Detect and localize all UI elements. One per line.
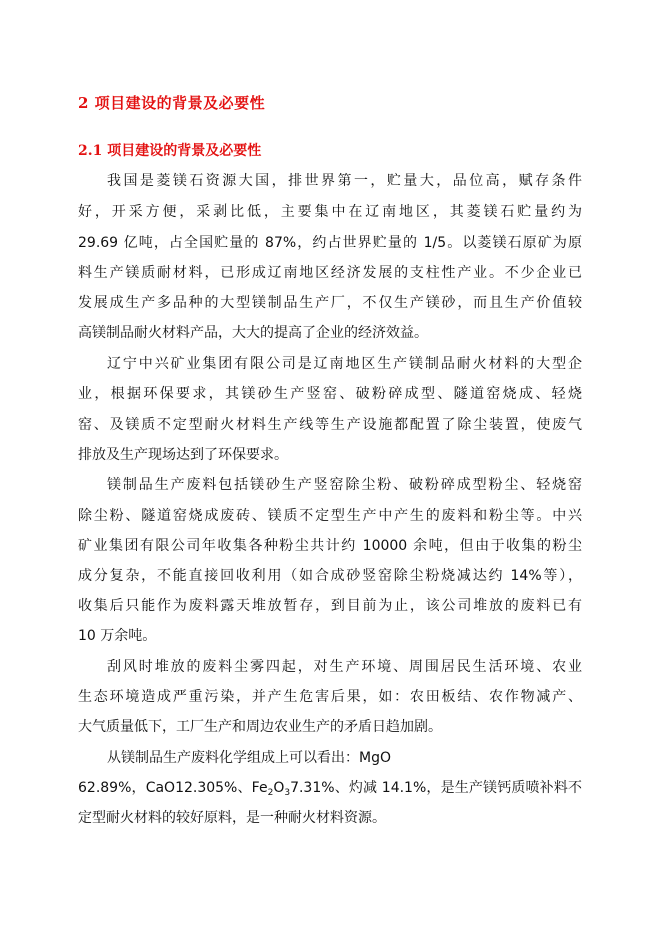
paragraph-2-line-2: 业，根据环保要求，其镁砂生产竖窑、破粉碎成型、隧道窑烧成、轻烧 (78, 386, 582, 402)
paragraph-5-line-2 (78, 779, 582, 797)
paragraph-3-line-6: 10 万余吨。 (78, 628, 157, 644)
paragraph-5-line-3: 定型耐火材料的较好原料，是一种耐火材料资源。 (78, 810, 386, 826)
composition-part-a: 62.89%，CaO12.305%、Fe (78, 780, 268, 796)
paragraph-1-line-3: 29.69 亿吨，占全国贮量的 87%，约占世界贮量的 1/5。以菱镁石原矿为原 (78, 235, 582, 251)
paragraph-3-line-4: 成分复杂，不能直接回收利用（如合成砂竖窑除尘粉烧减达约 14%等）， (78, 568, 582, 584)
paragraph-2-line-3: 窑、及镁质不定型耐火材料生产线等生产设施都配置了除尘装置，使废气 (78, 417, 582, 433)
paragraph-4-line-2: 生态环境造成严重污染，并产生危害后果，如：农田板结、农作物减产、 (78, 689, 582, 705)
paragraph-1-line-5: 发展成生产多品种的大型镁制品生产厂，不仅生产镁砂，而且生产价值较 (78, 295, 582, 311)
paragraph-4-line-3: 大气质量低下，工厂生产和周边农业生产的矛盾日趋加剧。 (78, 719, 442, 735)
paragraph-3-line-3: 矿业集团有限公司年收集各种粉尘共计约 10000 余吨，但由于收集的粉尘 (78, 538, 582, 554)
oxygen-symbol: O (273, 780, 285, 796)
paragraph-1-line-1: 我国是菱镁石资源大国，排世界第一，贮量大，品位高，赋存条件 (107, 173, 582, 189)
paragraph-4-line-1: 刮风时堆放的废料尘雾四起，对生产环境、周围居民生活环境、农业 (107, 659, 582, 675)
subsection-heading: 2.1 项目建设的背景及必要性 (78, 143, 262, 159)
paragraph-5-line-1: 从镁制品生产废料化学组成上可以看出：MgO (107, 750, 391, 766)
paragraph-3-line-5: 收集后只能作为废料露天堆放暂存，到目前为止，该公司堆放的废料已有 (78, 598, 582, 614)
paragraph-3-line-1: 镁制品生产废料包括镁砂生产竖窑除尘粉、破粉碎成型粉尘、轻烧窑 (107, 477, 582, 493)
paragraph-1-line-4: 料生产镁质耐材料，已形成辽南地区经济发展的支柱性产业。不少企业已 (78, 265, 582, 281)
composition-part-b: 7.31%、灼减 14.1%，是生产镁钙质喷补料不 (290, 780, 582, 796)
subscript-2: 2 (267, 788, 274, 798)
paragraph-1-line-6: 高镁制品耐火材料产品，大大的提高了企业的经济效益。 (78, 325, 428, 341)
paragraph-2-line-1: 辽宁中兴矿业集团有限公司是辽南地区生产镁制品耐火材料的大型企 (107, 356, 582, 372)
paragraph-1-line-2: 好，开采方便，采剥比低，主要集中在辽南地区，其菱镁石贮量约为 (78, 204, 582, 220)
subscript-3: 3 (284, 788, 291, 798)
section-heading: 2 项目建设的背景及必要性 (78, 94, 266, 112)
paragraph-3-line-2: 除尘粉、隧道窑烧成废砖、镁质不定型生产中产生的废料和粉尘等。中兴 (78, 508, 582, 524)
paragraph-2-line-4: 排放及生产现场达到了环保要求。 (78, 447, 288, 463)
